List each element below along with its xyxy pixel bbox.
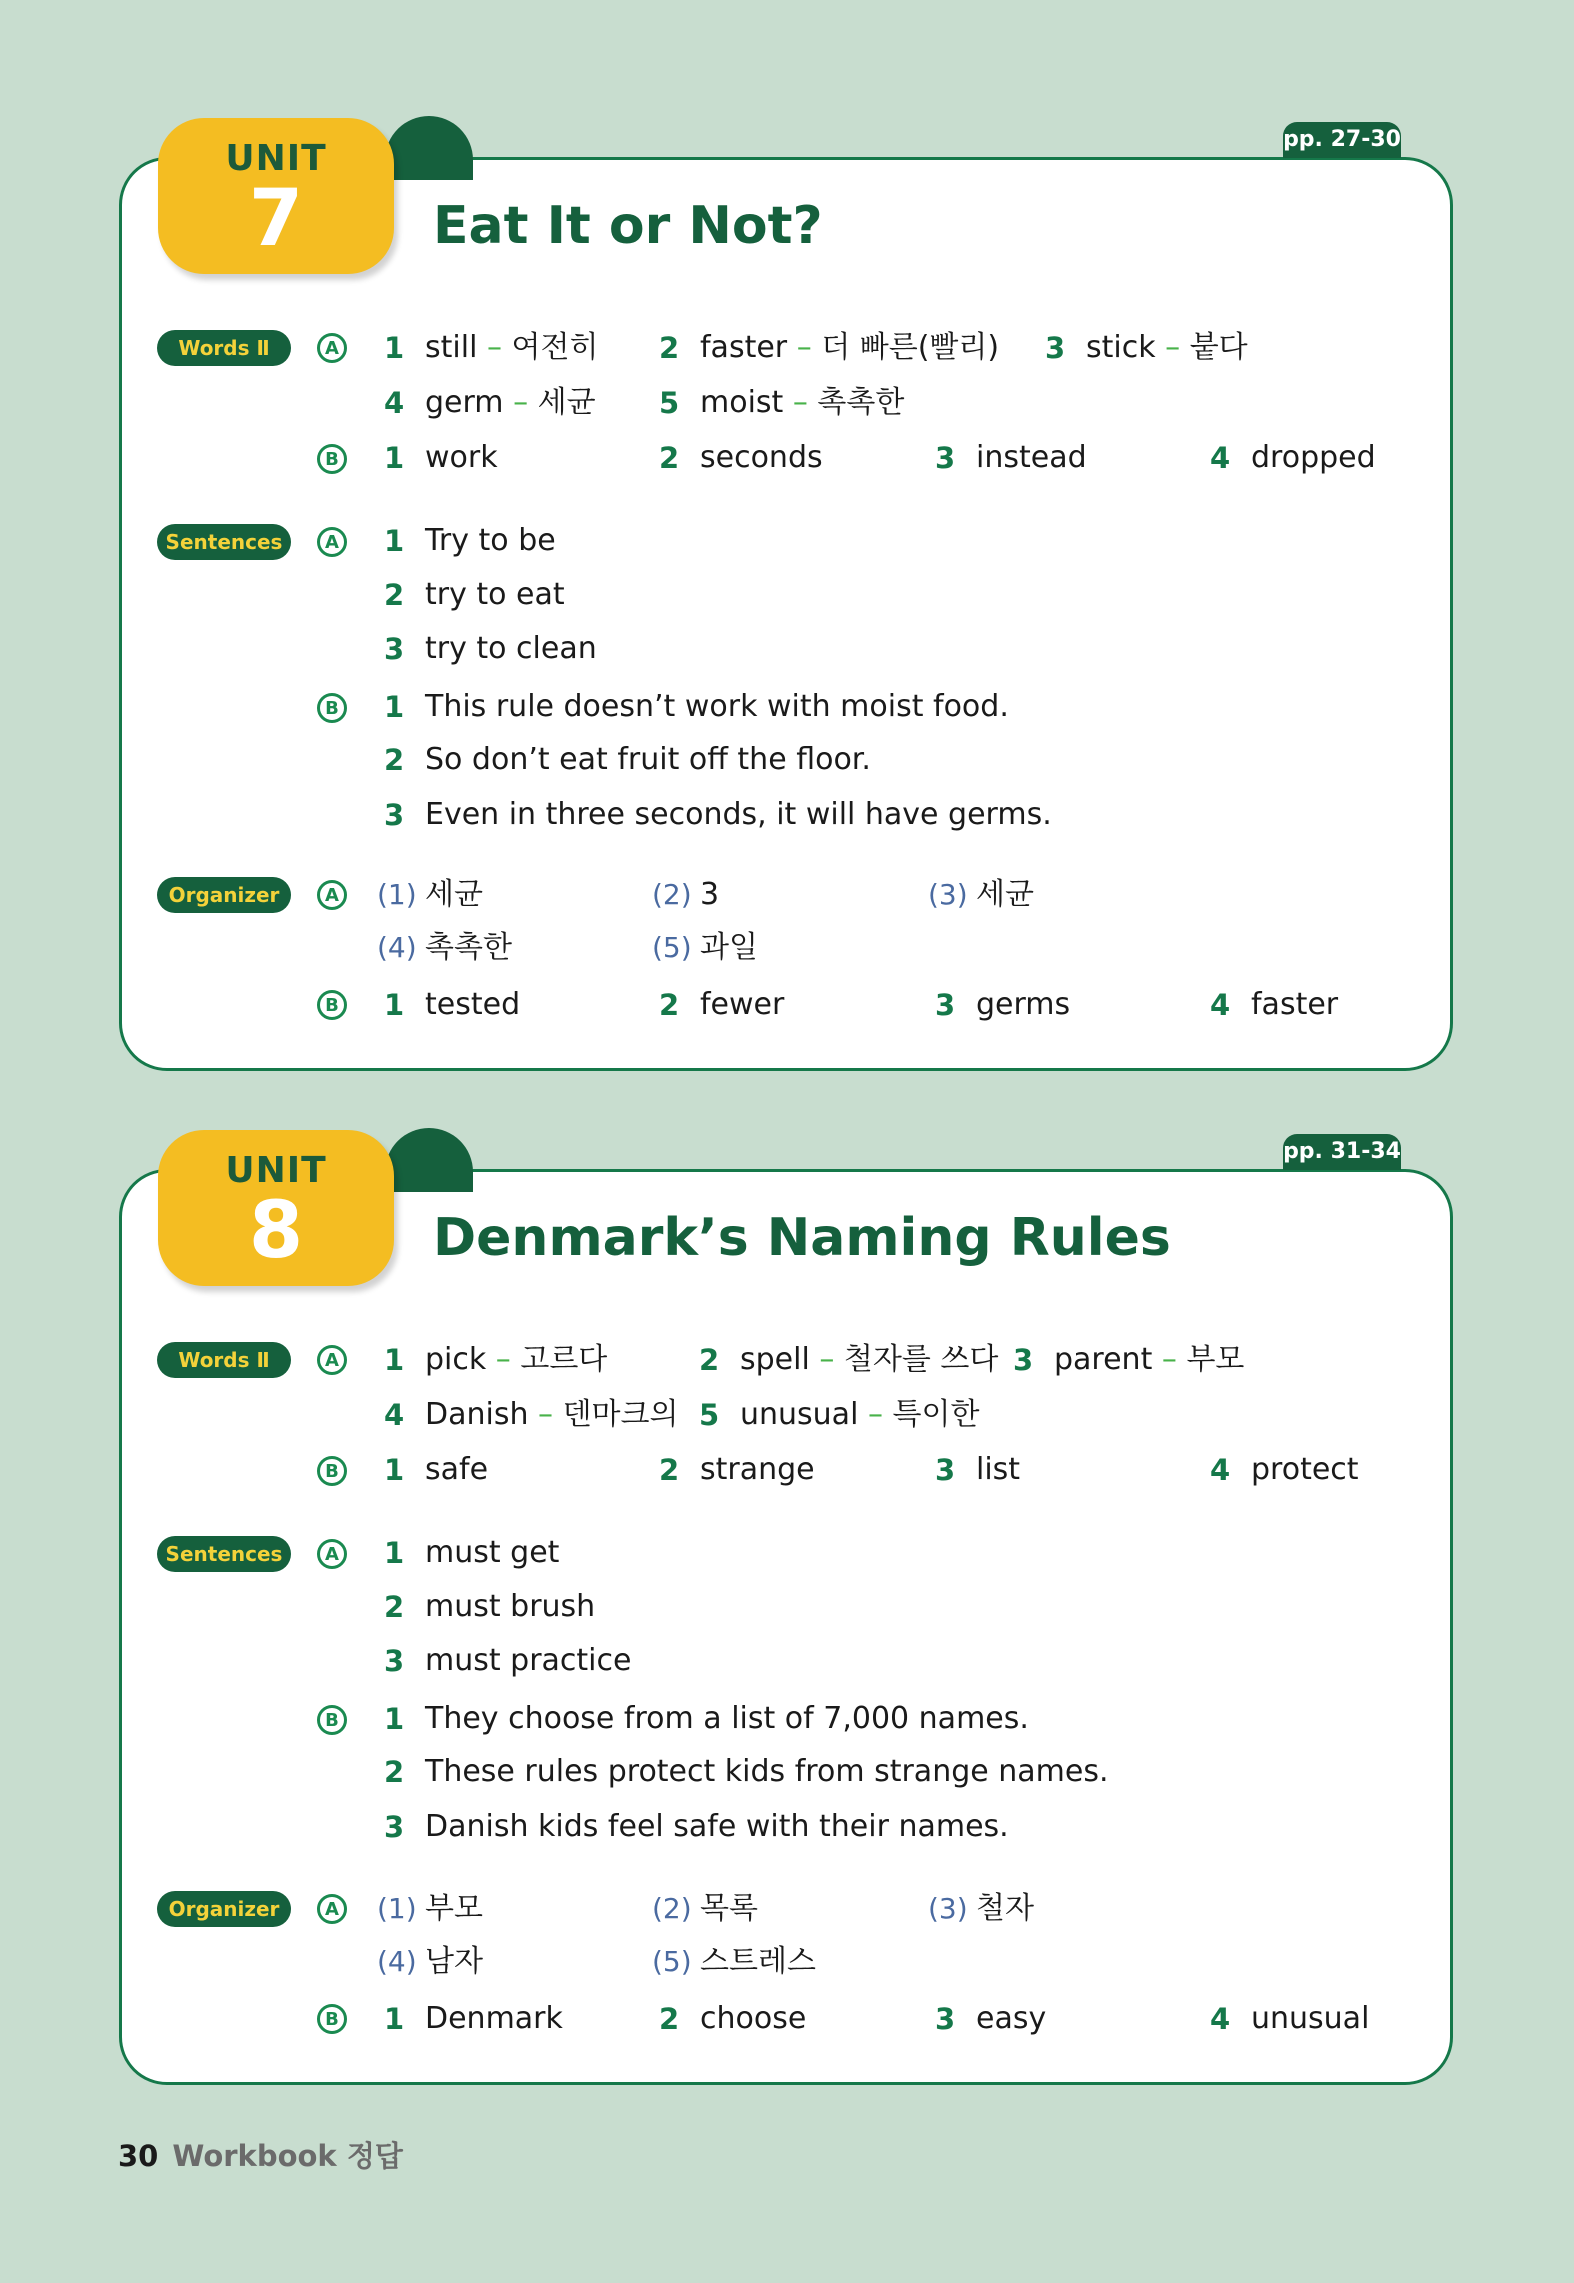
item-number: 1 [384, 988, 405, 1022]
answer: try to clean [425, 631, 597, 666]
answer: instead [976, 440, 1087, 475]
item-number: 3 [935, 1453, 956, 1487]
item-number: 4 [1210, 2002, 1231, 2036]
word-pair: stick – 붙다 [1086, 330, 1248, 365]
item-number: (5) [652, 1945, 692, 1978]
unit-label: UNIT [225, 138, 327, 179]
section-a-marker: A [317, 527, 347, 557]
answer: strange [700, 1452, 815, 1487]
item-number: 4 [1210, 441, 1231, 475]
answer: This rule doesn’t work with moist food. [425, 689, 1009, 724]
item-number: 3 [935, 988, 956, 1022]
section-a-marker: A [317, 1894, 347, 1924]
item-number: (3) [928, 1892, 968, 1925]
answer: 3 [700, 877, 720, 912]
item-number: 3 [384, 1810, 405, 1844]
item-number: 4 [1210, 988, 1231, 1022]
answer: 세균 [425, 877, 483, 912]
page-range: pp. 27-30 [1283, 122, 1401, 158]
answer: 과일 [700, 930, 758, 965]
item-number: 1 [384, 2002, 405, 2036]
answer: 촉촉한 [425, 930, 512, 965]
answer: Even in three seconds, it will have germs. [425, 797, 1052, 832]
item-number: 3 [1013, 1343, 1034, 1377]
answer: 세균 [976, 877, 1034, 912]
item-number: 1 [384, 1343, 405, 1377]
word-pair: spell – 철자를 쓰다 [740, 1342, 999, 1377]
answer: germs [976, 987, 1071, 1022]
item-number: 1 [384, 1536, 405, 1570]
word-pair: Danish – 덴마크의 [425, 1397, 679, 1432]
answer: They choose from a list of 7,000 names. [425, 1701, 1029, 1736]
answer: easy [976, 2001, 1047, 2036]
item-number: 4 [384, 1398, 405, 1432]
answer: tested [425, 987, 521, 1022]
organizer-label: Organizer [157, 877, 291, 913]
answer: So don’t eat fruit off the floor. [425, 742, 871, 777]
item-number: 2 [659, 1453, 680, 1487]
word-pair: faster – 더 빠른(빨리) [700, 330, 1000, 365]
section-b-marker: B [317, 2004, 347, 2034]
section-b-marker: B [317, 1705, 347, 1735]
word-pair: unusual – 특이한 [740, 1397, 980, 1432]
item-number: 3 [935, 2002, 956, 2036]
item-number: (2) [652, 1892, 692, 1925]
section-b-marker: B [317, 444, 347, 474]
item-number: (2) [652, 878, 692, 911]
item-number: 3 [1045, 331, 1066, 365]
answer: choose [700, 2001, 807, 2036]
unit-badge [158, 118, 394, 274]
answer: Danish kids feel safe with their names. [425, 1809, 1009, 1844]
word-pair: germ – 세균 [425, 385, 596, 420]
answer: seconds [700, 440, 823, 475]
item-number: 4 [384, 386, 405, 420]
answer: safe [425, 1452, 489, 1487]
organizer-label: Organizer [157, 1891, 291, 1927]
section-a-marker: A [317, 333, 347, 363]
tab-decoration [385, 1128, 473, 1192]
unit-title: Denmark’s Naming Rules [433, 1208, 1171, 1268]
answer: 철자 [976, 1891, 1034, 1926]
section-b-marker: B [317, 693, 347, 723]
word-pair: still – 여전히 [425, 330, 599, 365]
item-number: (1) [377, 878, 417, 911]
item-number: 3 [935, 441, 956, 475]
word-pair: pick – 고르다 [425, 1342, 608, 1377]
item-number: 2 [384, 578, 405, 612]
item-number: (4) [377, 1945, 417, 1978]
page-number: 30 [118, 2139, 159, 2173]
item-number: (5) [652, 931, 692, 964]
answer: 남자 [425, 1944, 483, 1979]
item-number: 3 [384, 798, 405, 832]
item-number: 2 [384, 1755, 405, 1789]
answer: Denmark [425, 2001, 563, 2036]
unit-title: Eat It or Not? [433, 196, 823, 256]
page-footer [118, 2134, 403, 2175]
answer: must get [425, 1535, 560, 1570]
item-number: 3 [384, 1644, 405, 1678]
item-number: 2 [659, 988, 680, 1022]
item-number: 2 [699, 1343, 720, 1377]
item-number: 5 [699, 1398, 720, 1432]
sentences-label: Sentences [157, 1536, 291, 1572]
answer: 목록 [700, 1891, 758, 1926]
answer: 부모 [425, 1891, 483, 1926]
unit-number: 7 [248, 174, 304, 264]
answer: must practice [425, 1643, 632, 1678]
answer: try to eat [425, 577, 565, 612]
item-number: 1 [384, 331, 405, 365]
answer: fewer [700, 987, 785, 1022]
tab-decoration [385, 116, 473, 180]
answer: 스트레스 [700, 1944, 816, 1979]
answer: unusual [1251, 2001, 1370, 2036]
answer: These rules protect kids from strange names. [425, 1754, 1109, 1789]
item-number: 1 [384, 1702, 405, 1736]
item-number: 1 [384, 441, 405, 475]
unit-badge [158, 1130, 394, 1286]
words-label: Words Ⅱ [157, 330, 291, 366]
page-range: pp. 31-34 [1283, 1134, 1401, 1170]
item-number: 3 [384, 632, 405, 666]
item-number: 2 [384, 1590, 405, 1624]
item-number: (4) [377, 931, 417, 964]
item-number: 2 [659, 331, 680, 365]
item-number: (1) [377, 1892, 417, 1925]
sentences-label: Sentences [157, 524, 291, 560]
section-a-marker: A [317, 1345, 347, 1375]
item-number: 2 [659, 2002, 680, 2036]
words-label: Words Ⅱ [157, 1342, 291, 1378]
section-b-marker: B [317, 1456, 347, 1486]
answer: protect [1251, 1452, 1359, 1487]
unit-8-section [0, 1012, 1574, 2036]
unit-number: 8 [248, 1186, 304, 1276]
answer: dropped [1251, 440, 1376, 475]
item-number: 2 [384, 743, 405, 777]
item-number: 1 [384, 1453, 405, 1487]
item-number: 1 [384, 524, 405, 558]
unit-card [119, 157, 1453, 1071]
item-number: 1 [384, 690, 405, 724]
footer-title: Workbook 정답 [172, 2139, 403, 2173]
answer: work [425, 440, 498, 475]
unit-label: UNIT [225, 1150, 327, 1191]
item-number: 2 [659, 441, 680, 475]
unit-7-section [0, 0, 1574, 1022]
item-number: 5 [659, 386, 680, 420]
section-a-marker: A [317, 1539, 347, 1569]
answer: Try to be [425, 523, 556, 558]
answer: faster [1251, 987, 1339, 1022]
answer: list [976, 1452, 1021, 1487]
word-pair: parent – 부모 [1054, 1342, 1245, 1377]
word-pair: moist – 촉촉한 [700, 385, 905, 420]
item-number: 4 [1210, 1453, 1231, 1487]
section-a-marker: A [317, 880, 347, 910]
item-number: (3) [928, 878, 968, 911]
section-b-marker: B [317, 990, 347, 1020]
answer: must brush [425, 1589, 596, 1624]
